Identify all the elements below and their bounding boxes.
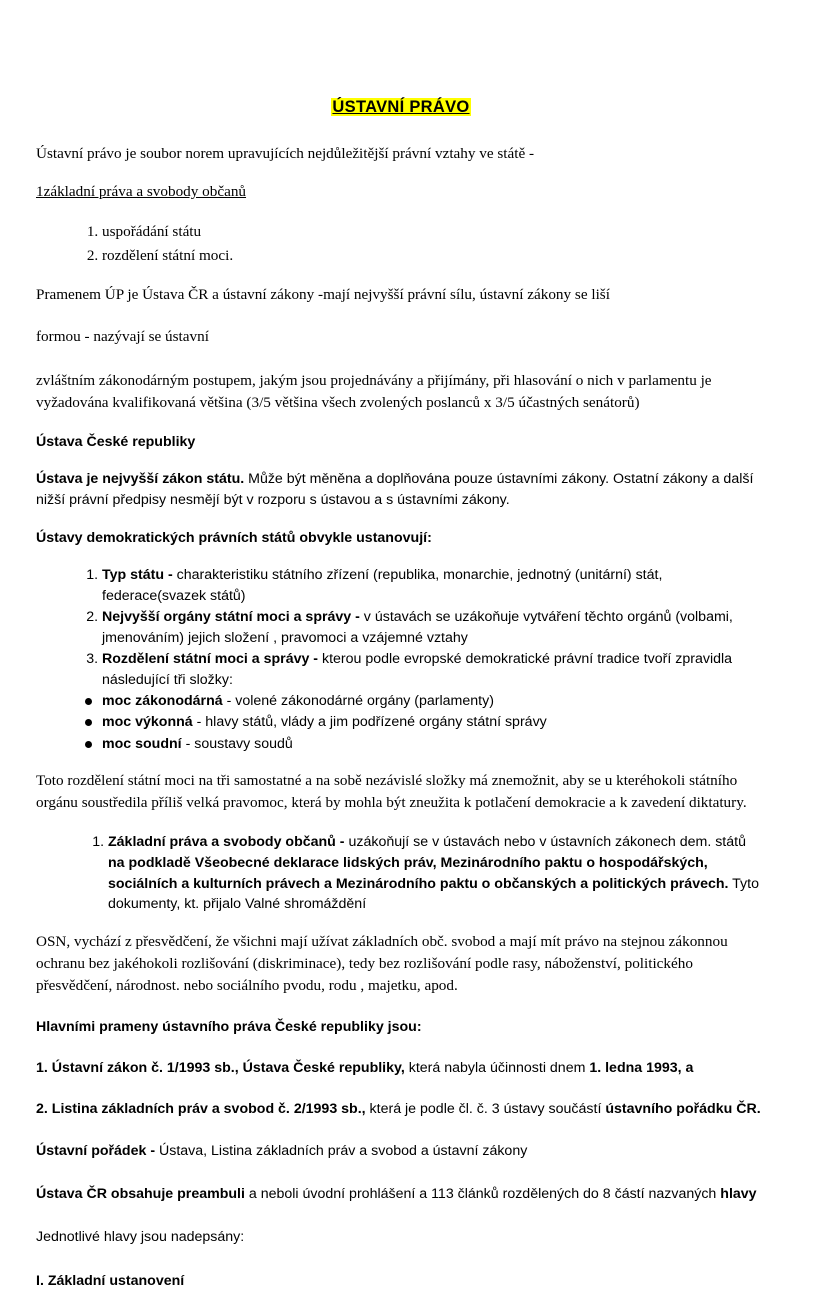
- list-item: 1. uspořádání státu: [102, 221, 766, 244]
- list-item-rest: charakteristiku státního zřízení (republika, monarchie, jednotný (unitární) stát, federace(svazek států): [102, 566, 663, 604]
- heading-ustavy-demokratickych: Ústavy demokratických právních států obvykle ustanovují:: [36, 529, 432, 546]
- list-item-mid: uzákoňují se v ústavách nebo v ústavních zákonech dem. států: [344, 834, 746, 851]
- list-uspokojeni: [36, 221, 766, 268]
- list-item-bold: Typ státu -: [102, 566, 173, 583]
- pramen-2-bold-lead: 2. Listina základních práv a svobod č. 2/1993 sb.,: [36, 1101, 366, 1118]
- list-item-bold-lead: Základní práva a svobody občanů -: [108, 834, 345, 851]
- paragraph-formou: formou - nazývají se ústavní: [36, 327, 209, 345]
- list-item-rest: - soustavy soudů: [181, 735, 293, 752]
- ustavni-poradek-rest: Ústava, Listina základních práv a svobod a ústavní zákony: [155, 1142, 528, 1159]
- list-item: [102, 734, 766, 755]
- list-item: [108, 832, 766, 914]
- list-item: [102, 649, 766, 690]
- underlined-subheading: 1základní práva a svobody občanů: [36, 183, 247, 201]
- list-item-rest: - hlavy států, vlády a jim podřízené orgány státní správy: [192, 714, 547, 731]
- intro-paragraph: Ústavní právo je soubor norem upravujících nejdůležitější právní vztahy ve státě -: [36, 145, 535, 162]
- paragraph-ustavni-poradek: [36, 1141, 766, 1162]
- paragraph-zvlastnim: zvláštním zákonodárným postupem, jakým jsou projednávány a přijímány, při hlasování o nich v parlamentu je vyžadována kvalifikovaná většina (3/5 většina všech zvolených poslanců x 3/5 účastných senátorů): [36, 371, 712, 411]
- pramen-2-bold-tail: ústavního pořádku ČR.: [605, 1101, 761, 1118]
- paragraph-jednotlive-hlavy: Jednotlivé hlavy jsou nadepsány:: [36, 1229, 245, 1246]
- list-item-bold: Rozdělení státní moci a správy -: [102, 651, 319, 668]
- list-item-rest: - volené zákonodárné orgány (parlamenty): [222, 692, 494, 709]
- list-item-rest: kterou podle evropské demokratické právní tradice tvoří zpravidla následující tři složky:: [102, 651, 733, 688]
- paragraph-nejvyssi-rest: Může být měněna a doplňována pouze ústavními zákony. Ostatní zákony a další nižší právní předpisy nesmějí být v rozporu s ústavou a s ústavními zákony.: [36, 471, 754, 509]
- list-item-bold: Nejvyšší orgány státní moci a správy -: [102, 609, 360, 626]
- list-item-bold: moc výkonná: [102, 714, 193, 731]
- list-item-rest: v ústavách se uzákoňuje vytváření těchto orgánů (volbami, jmenováním) jejich složení , pravomoci a vzájemné vztahy: [102, 609, 733, 646]
- list-item: [102, 691, 766, 712]
- list-item-bold: moc zákonodárná: [102, 692, 223, 709]
- pramen-1-bold-lead: 1. Ústavní zákon č. 1/1993 sb., Ústava České republiky,: [36, 1060, 405, 1077]
- preambule-mid: a neboli úvodní prohlášení a 113 článků rozdělených do 8 částí nazvaných: [244, 1186, 721, 1203]
- list-item: [102, 712, 766, 733]
- preambule-bold-lead: Ústava ČR obsahuje preambuli: [36, 1186, 245, 1203]
- preambule-bold-tail: hlavy: [720, 1186, 757, 1203]
- paragraph-osn: OSN, vychází z přesvědčení, že všichni mají užívat základních obč. svobod a mají mít právo na stejnou zákonnou ochranu bez jakéhokoli rozlišování (diskriminace), tedy bez rozlišování podle rasy, náboženství, politického přesvědčení, národnost. nebo sociálního pvodu, rodu , majetku, apod.: [36, 932, 728, 994]
- pramen-1: [36, 1058, 766, 1079]
- list-item: 2. rozdělení státní moci.: [102, 245, 766, 268]
- ustavni-poradek-bold: Ústavní pořádek -: [36, 1142, 156, 1159]
- page-title: [36, 98, 766, 117]
- list-zakladni-prava: [36, 832, 766, 914]
- heading-hlava-i: I. Základní ustanovení: [36, 1272, 185, 1289]
- paragraph-toto-rozdeleni: Toto rozdělení státní moci na tři samostatné a na sobě nezávislé složky má znemožnit, aby se u kteréhokoli státního orgánu soustředila příliš velká pravomoc, která by mohla být zneužita k potlačení demokracie a k zavedení diktatury.: [36, 772, 747, 812]
- paragraph-pramenem: Pramenem ÚP je Ústava ČR a ústavní zákony -mají nejvyšší právní sílu, ústavní zákony se liší: [36, 285, 610, 303]
- list-item-bold-docs: na podkladě Všeobecné deklarace lidských práv, Mezinárodního paktu o hospodářských, sociálních a kulturních právech a Mezinárodního paktu o občanských a politických právech.: [108, 854, 729, 892]
- heading-ustava-cr: Ústava České republiky: [36, 433, 196, 450]
- paragraph-preambule: [36, 1184, 766, 1205]
- list-item-bold: moc soudní: [102, 735, 182, 752]
- page-title-text: ÚSTAVNÍ PRÁVO: [332, 98, 470, 116]
- list-item-rest: Tyto dokumenty, kt. přijalo Valné shromáždění: [108, 875, 759, 913]
- list-item: [102, 565, 766, 606]
- pramen-2-mid: která je podle čl. č. 3 ústavy součástí: [365, 1101, 606, 1118]
- list-slozky-moci: [36, 691, 766, 755]
- paragraph-nejvyssi-bold: Ústava je nejvyšší zákon státu.: [36, 471, 245, 488]
- heading-hlavni-prameny: Hlavními prameny ústavního práva České republiky jsou:: [36, 1018, 422, 1035]
- list-demokraticke-ustanoveni: [36, 565, 766, 691]
- list-item: [102, 607, 766, 648]
- pramen-2: [36, 1099, 766, 1120]
- paragraph-nejvyssi-zakon: [36, 469, 766, 512]
- pramen-1-bold-date: 1. ledna 1993, a: [589, 1060, 694, 1077]
- pramen-1-mid: která nabyla účinnosti dnem: [404, 1060, 590, 1077]
